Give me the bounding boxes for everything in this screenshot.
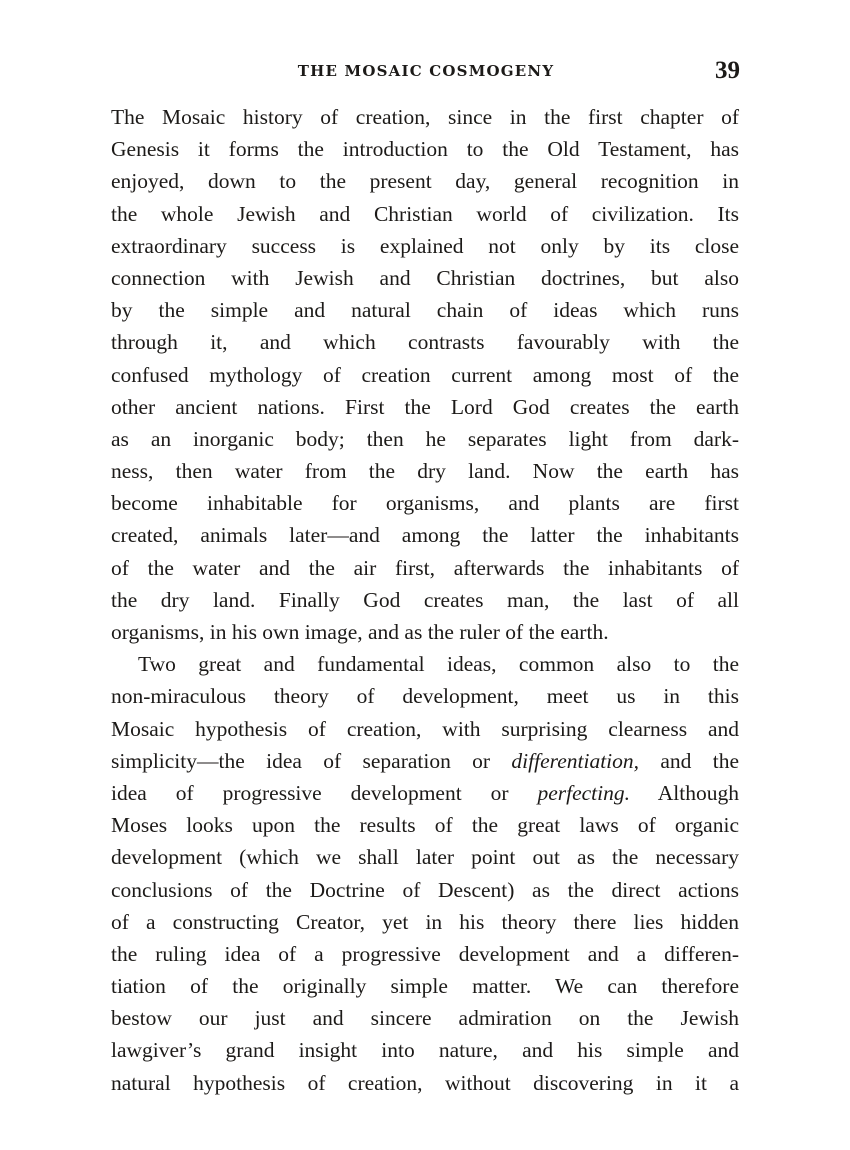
text-line xyxy=(111,970,739,1002)
text-line xyxy=(111,165,739,197)
text-line xyxy=(111,1067,739,1099)
text-line xyxy=(111,133,739,165)
text-line xyxy=(111,455,739,487)
text-segment: of a constructing Creator, yet in his theory there lies hidden xyxy=(111,909,739,934)
text-line xyxy=(111,198,739,230)
text-segment: connection with Jewish and Christian doctrines, but also xyxy=(111,265,739,290)
text-segment: extraordinary success is explained not only by its close xyxy=(111,233,739,258)
text-line xyxy=(111,262,739,294)
paragraph xyxy=(111,101,739,648)
text-segment: conclusions of the Doctrine of Descent) as the direct actions xyxy=(111,877,739,902)
text-line xyxy=(111,359,739,391)
text-line xyxy=(111,841,739,873)
text-segment: through it, and which contrasts favourably with the xyxy=(111,330,739,355)
text-line xyxy=(111,809,739,841)
text-line xyxy=(111,713,739,745)
text-segment: other ancient nations. First the Lord God creates the earth xyxy=(111,394,739,419)
running-head xyxy=(112,57,740,88)
text-segment: Moses looks upon the results of the great laws of organic xyxy=(111,813,739,838)
text-segment: Two great and fundamental ideas, common also to the xyxy=(138,652,739,677)
text-segment: lawgiver’s grand insight into nature, and his simple and xyxy=(111,1038,739,1063)
text-segment: confused mythology of creation current among most of the xyxy=(111,362,739,387)
text-segment: and the xyxy=(639,748,739,773)
text-line xyxy=(111,294,739,326)
text-segment: bestow our just and sincere admiration on the Jewish xyxy=(111,1006,739,1031)
text-line xyxy=(111,519,739,551)
text-segment: by the simple and natural chain of ideas which runs xyxy=(111,298,739,323)
text-segment: the ruling idea of a progressive development and a differen- xyxy=(111,941,739,966)
text-line xyxy=(111,680,739,712)
running-title: THE MOSAIC COSMOGENY xyxy=(297,62,555,80)
text-line xyxy=(111,874,739,906)
text-line xyxy=(111,101,739,133)
italic-term: perfecting. xyxy=(537,780,631,805)
text-line xyxy=(111,552,739,584)
italic-term: differentiation, xyxy=(511,748,640,773)
text-line xyxy=(111,584,739,616)
text-line xyxy=(111,391,739,423)
text-line xyxy=(111,938,739,970)
text-segment: ness, then water from the dry land. Now the earth has xyxy=(111,459,739,484)
text-segment: idea of progressive development or xyxy=(111,780,538,805)
text-segment: tiation of the originally simple matter. We can therefore xyxy=(111,974,739,999)
text-segment: of the water and the air first, afterwards the inhabitants of xyxy=(111,555,739,580)
text-line xyxy=(111,230,739,262)
page-number: 39 xyxy=(715,57,740,84)
text-line xyxy=(111,487,739,519)
text-segment: the dry land. Finally God creates man, the last of all xyxy=(111,587,739,612)
text-segment: the whole Jewish and Christian world of civilization. Its xyxy=(111,201,739,226)
text-segment: development (which we shall later point out as the necessary xyxy=(111,845,739,870)
text-segment: simplicity—the idea of separation or xyxy=(111,748,512,773)
text-segment: enjoyed, down to the present day, general recognition in xyxy=(111,169,739,194)
text-line xyxy=(111,326,739,358)
body-text xyxy=(111,101,739,1099)
text-line xyxy=(111,648,739,680)
text-segment: Although xyxy=(630,780,739,805)
text-line xyxy=(111,1002,739,1034)
text-line xyxy=(111,906,739,938)
text-line xyxy=(111,423,739,455)
text-segment: organisms, in his own image, and as the ruler of the earth. xyxy=(111,620,609,644)
text-segment: non-miraculous theory of development, meet us in this xyxy=(111,684,739,709)
text-line xyxy=(111,777,739,809)
text-segment: created, animals later—and among the latter the inhabitants xyxy=(111,523,739,548)
text-line xyxy=(111,616,739,648)
text-segment: as an inorganic body; then he separates light from dark- xyxy=(111,426,739,451)
text-segment: Genesis it forms the introduction to the Old Testament, has xyxy=(111,137,739,162)
text-line xyxy=(111,1034,739,1066)
text-line xyxy=(111,745,739,777)
text-segment: Mosaic hypothesis of creation, with surprising clearness and xyxy=(111,716,739,741)
text-segment: The Mosaic history of creation, since in the first chapter of xyxy=(111,105,739,129)
text-segment: natural hypothesis of creation, without discovering in it a xyxy=(111,1070,739,1095)
text-segment: become inhabitable for organisms, and plants are first xyxy=(111,491,739,516)
paragraph xyxy=(111,648,739,1099)
